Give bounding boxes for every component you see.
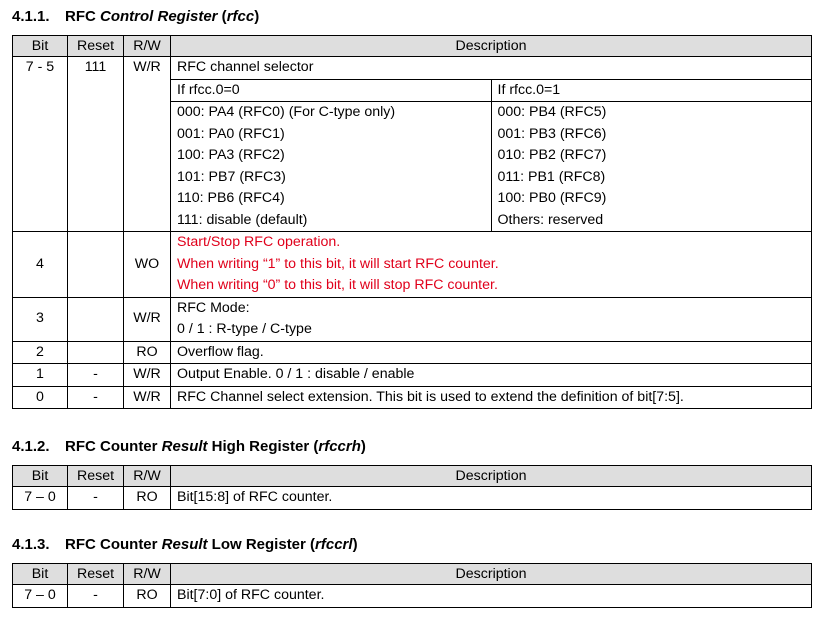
reset-cell [68, 232, 124, 298]
list-item: 001: PA0 (RFC1) [177, 125, 285, 142]
header-rw: R/W [124, 36, 171, 57]
rfccrl-register-table [12, 563, 812, 608]
table-row [13, 386, 812, 409]
reset-cell: - [68, 585, 124, 608]
section-number: 4.1.2. [12, 438, 50, 455]
header-reset: Reset [68, 564, 124, 585]
list-item: 010: PB2 (RFC7) [497, 147, 607, 163]
description-line: When writing “1” to this bit, it will start RFC counter. [177, 255, 499, 272]
bit-cell: 2 [13, 341, 68, 364]
bit-cell: 1 [13, 364, 68, 387]
channel-list-left [171, 102, 492, 232]
rw-cell: W/R [124, 364, 171, 387]
list-item: 000: PA4 (RFC0) (For C-type only) [177, 104, 396, 120]
table-row [13, 297, 812, 341]
header-bit: Bit [13, 36, 68, 57]
header-rw: R/W [124, 466, 171, 487]
reset-cell [68, 341, 124, 364]
list-item: 111: disable (default) [177, 211, 308, 228]
subheader-right: If rfcc.0=1 [491, 79, 812, 102]
table-row [13, 57, 812, 80]
table-row [13, 341, 812, 364]
table-header-row [13, 466, 812, 487]
description-cell: RFC channel selector [171, 57, 812, 80]
reset-cell: - [68, 364, 124, 387]
rfcc-register-table [12, 35, 812, 409]
reset-cell: - [68, 386, 124, 409]
reset-cell: 111 [68, 57, 124, 232]
description-cell [171, 232, 812, 298]
header-description: Description [171, 36, 812, 57]
header-description: Description [171, 466, 812, 487]
rw-cell: WO [124, 232, 171, 298]
table-row [13, 364, 812, 387]
table-row [13, 487, 812, 510]
table-header-row [13, 36, 812, 57]
rw-cell: W/R [124, 297, 171, 341]
description-line: Start/Stop RFC operation. [177, 234, 341, 250]
bit-cell: 0 [13, 386, 68, 409]
section-number: 4.1.3. [12, 536, 50, 553]
header-reset: Reset [68, 466, 124, 487]
reset-cell: - [68, 487, 124, 510]
table-row [13, 585, 812, 608]
description-cell [171, 297, 812, 341]
rfccrh-register-table [12, 465, 812, 510]
section-number: 4.1.1. [12, 8, 50, 25]
description-line: 0 / 1 : R-type / C-type [177, 321, 312, 337]
description-cell: Overflow flag. [171, 341, 812, 364]
rw-cell: RO [124, 585, 171, 608]
subheader-left: If rfcc.0=0 [171, 79, 492, 102]
header-reset: Reset [68, 36, 124, 57]
description-line: When writing “0” to this bit, it will stop RFC counter. [177, 277, 498, 293]
list-item: 110: PB6 (RFC4) [177, 190, 285, 206]
list-item: 100: PB0 (RFC9) [497, 190, 607, 206]
list-item: 001: PB3 (RFC6) [497, 125, 607, 142]
table-header-row [13, 564, 812, 585]
header-bit: Bit [13, 564, 68, 585]
bit-cell: 7 – 0 [13, 487, 68, 510]
list-item: 000: PB4 (RFC5) [497, 104, 607, 120]
bit-cell: 7 - 5 [13, 57, 68, 232]
bit-cell: 3 [13, 297, 68, 341]
rw-cell: RO [124, 341, 171, 364]
list-item: Others: reserved [497, 211, 604, 228]
header-bit: Bit [13, 466, 68, 487]
rw-cell: W/R [124, 57, 171, 232]
list-item: 101: PB7 (RFC3) [177, 168, 286, 185]
section-title-rfccrl: 4.1.3. RFC Counter Result Low Register (rfccrl) [12, 536, 358, 553]
channel-list-right [491, 102, 812, 232]
section-title-rfccrh: 4.1.2. RFC Counter Result High Register (rfccrh) [12, 438, 366, 455]
table-row [13, 232, 812, 298]
section-title-rfcc: 4.1.1. RFC Control Register (rfcc) [12, 8, 260, 25]
header-description: Description [171, 564, 812, 585]
rw-cell: W/R [124, 386, 171, 409]
bit-cell: 4 [13, 232, 68, 298]
rw-cell: RO [124, 487, 171, 510]
description-cell: Bit[7:0] of RFC counter. [171, 585, 812, 608]
header-rw: R/W [124, 564, 171, 585]
description-cell: RFC Channel select extension. This bit is used to extend the definition of bit[7:5]. [171, 386, 812, 409]
reset-cell [68, 297, 124, 341]
description-line: RFC Mode: [177, 299, 250, 316]
list-item: 100: PA3 (RFC2) [177, 147, 285, 163]
description-cell: Bit[15:8] of RFC counter. [171, 487, 812, 510]
description-cell: Output Enable. 0 / 1 : disable / enable [171, 364, 812, 387]
list-item: 011: PB1 (RFC8) [497, 168, 606, 185]
bit-cell: 7 – 0 [13, 585, 68, 608]
